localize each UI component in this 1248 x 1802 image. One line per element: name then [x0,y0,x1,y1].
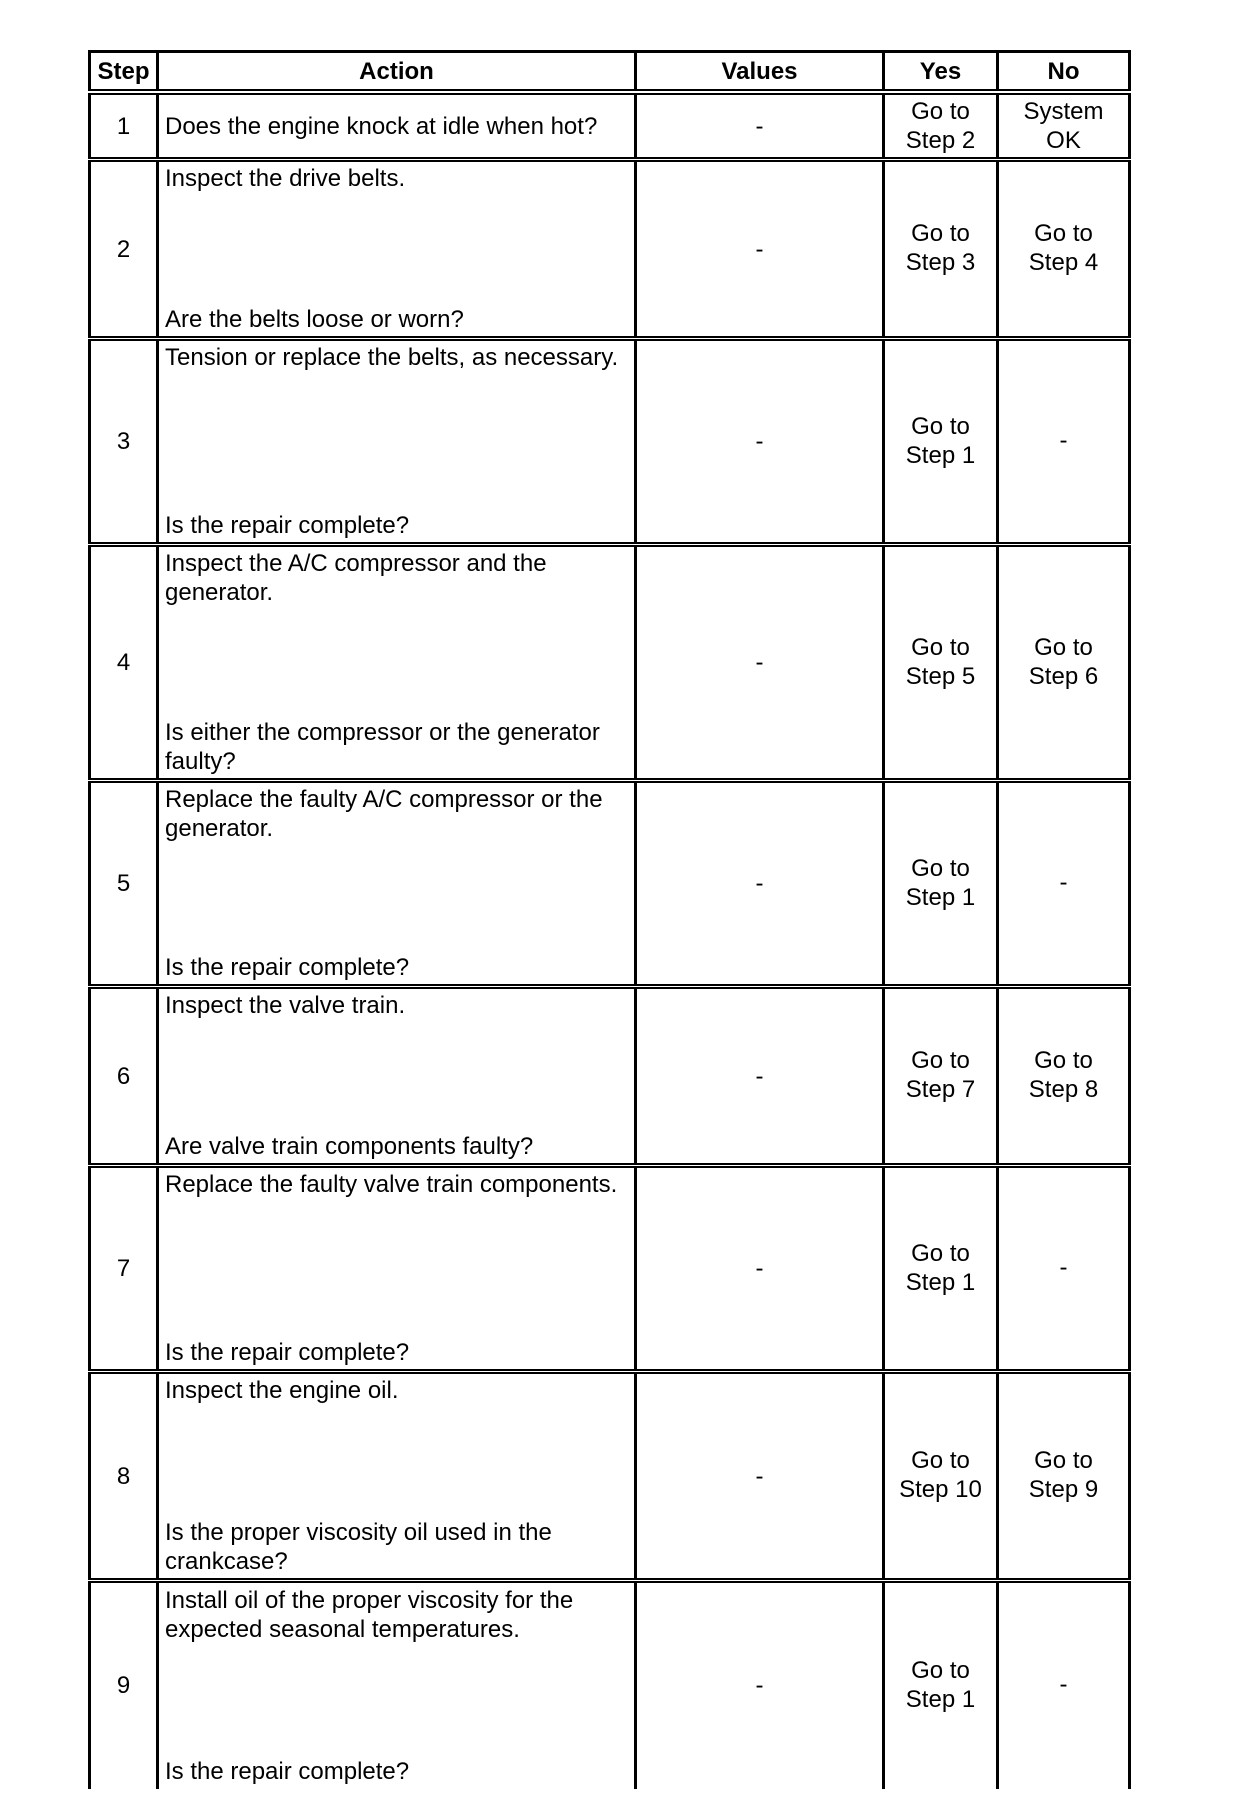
table-row [90,339,1130,545]
action-question: Is the proper viscosity oil used in the crankcase? [165,1519,552,1575]
no-line2: Step 9 [1028,1476,1099,1503]
values-cell: - [636,1581,884,1789]
yes-line2: Step 5 [905,662,976,690]
yes-cell [884,1166,998,1372]
values-cell: - [636,1372,884,1581]
diagnostic-table [88,50,1131,1789]
action-question: Is the repair complete? [165,512,410,539]
no-line2: - [1059,869,1068,896]
no-line2: OK [1046,127,1081,154]
yes-cell [884,1581,998,1789]
step-number: 8 [90,1372,158,1581]
action-cell [158,781,636,987]
action-cell [158,160,636,339]
action-question: Is the repair complete? [165,1757,410,1785]
header-row [90,52,1130,93]
values-cell: - [636,987,884,1166]
action-instruction: Replace the faulty A/C compressor or the generator. [165,786,603,842]
action-question: Is the repair complete? [165,954,410,981]
yes-cell [884,987,998,1166]
header-step: Step [90,52,158,93]
action-cell [158,1166,636,1372]
values-cell: - [636,1166,884,1372]
step-number: 1 [90,92,158,160]
action-instruction: Replace the faulty valve train components. [165,1171,618,1198]
action-cell [158,545,636,781]
action-instruction: Does the engine knock at idle when hot? [165,112,598,140]
action-instruction: Inspect the valve train. [165,992,406,1019]
no-cell [998,1166,1130,1372]
action-question: Is either the compressor or the generator faulty? [165,719,600,775]
yes-line1: Go to [911,1239,970,1267]
yes-cell [884,339,998,545]
yes-cell [884,160,998,339]
no-line1: System [1023,98,1104,125]
no-line2: - [1059,1671,1068,1699]
step-number: 9 [90,1581,158,1789]
no-line2: Step 6 [1028,662,1099,690]
action-cell [158,1581,636,1789]
yes-line1: Go to [911,98,970,125]
step-number: 5 [90,781,158,987]
values-cell: - [636,545,884,781]
header-action: Action [158,52,636,93]
yes-cell [884,1372,998,1581]
yes-line1: Go to [911,1656,970,1684]
yes-line2: Step 1 [905,1268,976,1296]
yes-line1: Go to [911,412,970,440]
table-row [90,1166,1130,1372]
no-line2: - [1059,427,1068,454]
no-line1: Go to [1034,1047,1093,1074]
yes-cell [884,781,998,987]
action-question: Are valve train components faulty? [165,1133,534,1160]
step-number: 6 [90,987,158,1166]
header-yes: Yes [884,52,998,93]
no-line1: Go to [1034,220,1093,247]
yes-line2: Step 1 [905,883,976,911]
yes-line1: Go to [911,633,970,661]
yes-line1: Go to [911,220,970,247]
yes-line2: Step 2 [905,127,976,154]
action-question: Are the belts loose or worn? [165,306,464,333]
no-line2: Step 4 [1028,249,1099,276]
yes-line1: Go to [911,854,970,882]
no-cell [998,781,1130,987]
step-number: 3 [90,339,158,545]
action-cell [158,339,636,545]
values-cell: - [636,160,884,339]
table-row [90,92,1130,160]
action-cell [158,987,636,1166]
yes-line2: Step 1 [905,1685,976,1713]
action-question: Is the repair complete? [165,1339,410,1366]
yes-line2: Step 3 [905,249,976,276]
table-row [90,1581,1130,1789]
yes-line2: Step 10 [899,1476,982,1503]
table-row [90,160,1130,339]
yes-line1: Go to [911,1047,970,1074]
values-cell: - [636,92,884,160]
values-cell: - [636,339,884,545]
no-cell [998,1581,1130,1789]
table-row [90,781,1130,987]
no-cell [998,987,1130,1166]
step-number: 7 [90,1166,158,1372]
action-cell [158,92,636,160]
no-cell [998,92,1130,160]
action-instruction: Inspect the A/C compressor and the generator. [165,550,547,606]
action-instruction: Install oil of the proper viscosity for the expected seasonal temperatures. [165,1586,574,1643]
yes-line1: Go to [911,1447,970,1474]
no-cell [998,339,1130,545]
no-line1: Go to [1034,1447,1093,1474]
no-cell [998,160,1130,339]
table-row [90,1372,1130,1581]
action-cell [158,1372,636,1581]
no-cell [998,545,1130,781]
no-cell [998,1372,1130,1581]
no-line2: - [1059,1254,1068,1281]
action-instruction: Inspect the drive belts. [165,165,406,192]
step-number: 4 [90,545,158,781]
table-row [90,545,1130,781]
no-line2: Step 8 [1028,1076,1099,1103]
action-instruction: Inspect the engine oil. [165,1377,399,1404]
table-row [90,987,1130,1166]
yes-line2: Step 1 [905,441,976,469]
step-number: 2 [90,160,158,339]
no-line1: Go to [1034,633,1093,661]
yes-cell [884,545,998,781]
action-instruction: Tension or replace the belts, as necessary. [165,344,619,371]
yes-cell [884,92,998,160]
values-cell: - [636,781,884,987]
yes-line2: Step 7 [905,1076,976,1103]
header-values: Values [636,52,884,93]
header-no: No [998,52,1130,93]
